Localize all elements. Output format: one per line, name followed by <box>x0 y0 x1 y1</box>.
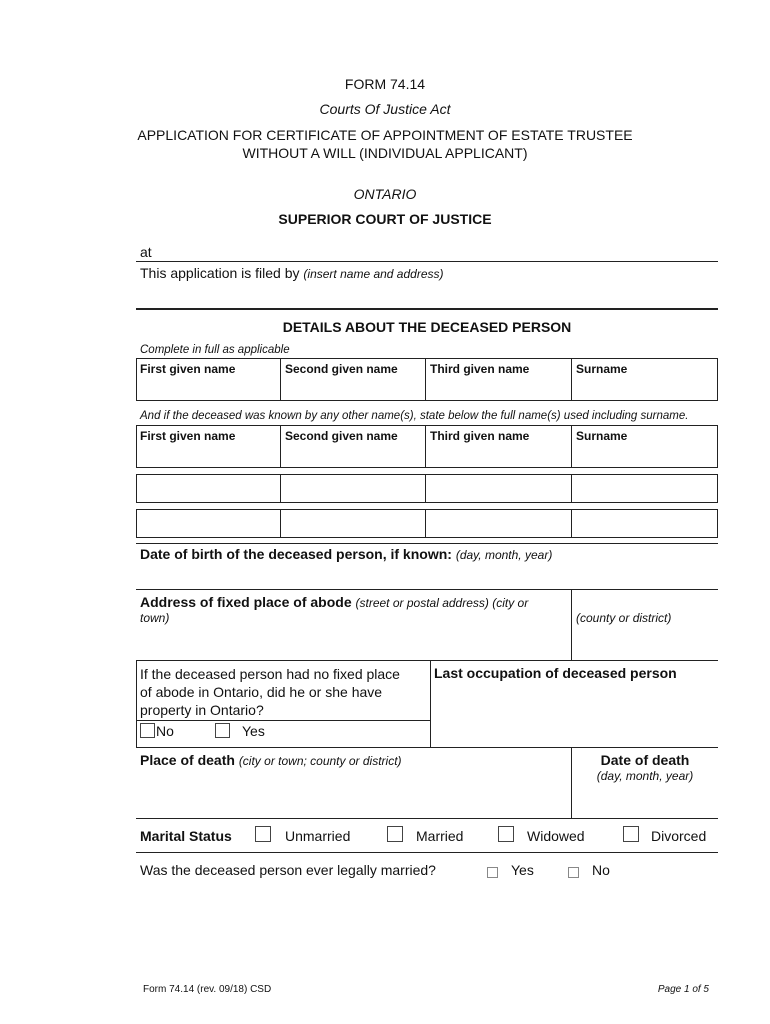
address-hint-1: (street or postal address) (city or <box>355 596 529 610</box>
filed-by-row <box>140 265 444 281</box>
court-name: SUPERIOR COURT OF JUSTICE <box>278 211 492 227</box>
at-label: at <box>140 244 152 260</box>
filed-by-line[interactable] <box>136 308 718 310</box>
place-of-death-label: Place of death <box>140 752 235 768</box>
marital-status-label: Marital Status <box>140 828 232 844</box>
property-no-checkbox[interactable] <box>140 723 155 738</box>
section-title: DETAILS ABOUT THE DECEASED PERSON <box>282 319 572 335</box>
divorced-checkbox[interactable] <box>623 826 639 842</box>
address-field[interactable] <box>140 594 568 611</box>
ever-married-question: Was the deceased person ever legally married? <box>140 862 436 878</box>
place-of-death-hint: (city or town; county or district) <box>238 754 402 768</box>
widowed-checkbox[interactable] <box>498 826 514 842</box>
filed-by-label: This application is filed by <box>140 265 300 281</box>
ever-married-yes-checkbox[interactable] <box>487 867 498 878</box>
footer-form-rev: Form 74.14 (rev. 09/18) CSD <box>143 984 272 995</box>
no-abode-question <box>140 665 400 719</box>
other-surname-header: Surname <box>576 429 628 443</box>
unmarried-checkbox[interactable] <box>255 826 271 842</box>
married-label: Married <box>416 828 464 844</box>
footer-page-number: Page 1 of 5 <box>657 984 709 995</box>
dob-label: Date of birth of the deceased person, if known: <box>140 546 452 562</box>
other-third-given-name-header: Third given name <box>430 429 530 443</box>
form-title-line2: WITHOUT A WILL (INDIVIDUAL APPLICANT) <box>242 145 528 161</box>
county-field[interactable]: (county or district) <box>576 611 672 625</box>
date-of-death-hint: (day, month, year) <box>596 769 694 783</box>
filed-by-hint: (insert name and address) <box>303 267 444 281</box>
property-yes-checkbox[interactable] <box>215 723 230 738</box>
other-name-row-2[interactable] <box>136 509 718 538</box>
no-abode-line-3: property in Ontario? <box>140 702 264 718</box>
province: ONTARIO <box>353 186 417 202</box>
at-line[interactable] <box>136 261 718 262</box>
address-label: Address of fixed place of abode <box>140 594 352 610</box>
form-title-line1: APPLICATION FOR CERTIFICATE OF APPOINTMENT OF ESTATE TRUSTEE <box>137 127 633 143</box>
other-first-given-name-header: First given name <box>140 429 236 443</box>
date-of-death-label[interactable]: Date of death <box>600 752 690 768</box>
property-no-label: No <box>156 723 174 739</box>
complete-note: Complete in full as applicable <box>140 344 290 356</box>
property-yes-label: Yes <box>242 723 265 739</box>
ever-married-no-checkbox[interactable] <box>568 867 579 878</box>
no-abode-line-2: of abode in Ontario, did he or she have <box>140 684 383 700</box>
divorced-label: Divorced <box>651 828 707 844</box>
address-hint-2: town) <box>140 611 170 625</box>
act-name: Courts Of Justice Act <box>319 101 451 117</box>
widowed-label: Widowed <box>527 828 585 844</box>
occupation-label[interactable]: Last occupation of deceased person <box>434 665 677 681</box>
third-given-name-header: Third given name <box>430 362 530 376</box>
place-of-death-field[interactable] <box>140 752 402 768</box>
second-given-name-header: Second given name <box>285 362 398 376</box>
ever-married-no-label: No <box>592 862 610 878</box>
other-name-row-1[interactable] <box>136 474 718 503</box>
surname-header: Surname <box>576 362 628 376</box>
form-number: FORM 74.14 <box>344 76 426 92</box>
first-given-name-header: First given name <box>140 362 236 376</box>
other-second-given-name-header: Second given name <box>285 429 398 443</box>
other-names-note: And if the deceased was known by any other name(s), state below the full name(s) used including surname. <box>140 410 689 422</box>
married-checkbox[interactable] <box>387 826 403 842</box>
ever-married-yes-label: Yes <box>511 862 534 878</box>
unmarried-label: Unmarried <box>285 828 351 844</box>
dob-row[interactable] <box>140 546 552 562</box>
dob-hint: (day, month, year) <box>455 548 553 562</box>
no-abode-line-1: If the deceased person had no fixed place <box>140 666 400 682</box>
